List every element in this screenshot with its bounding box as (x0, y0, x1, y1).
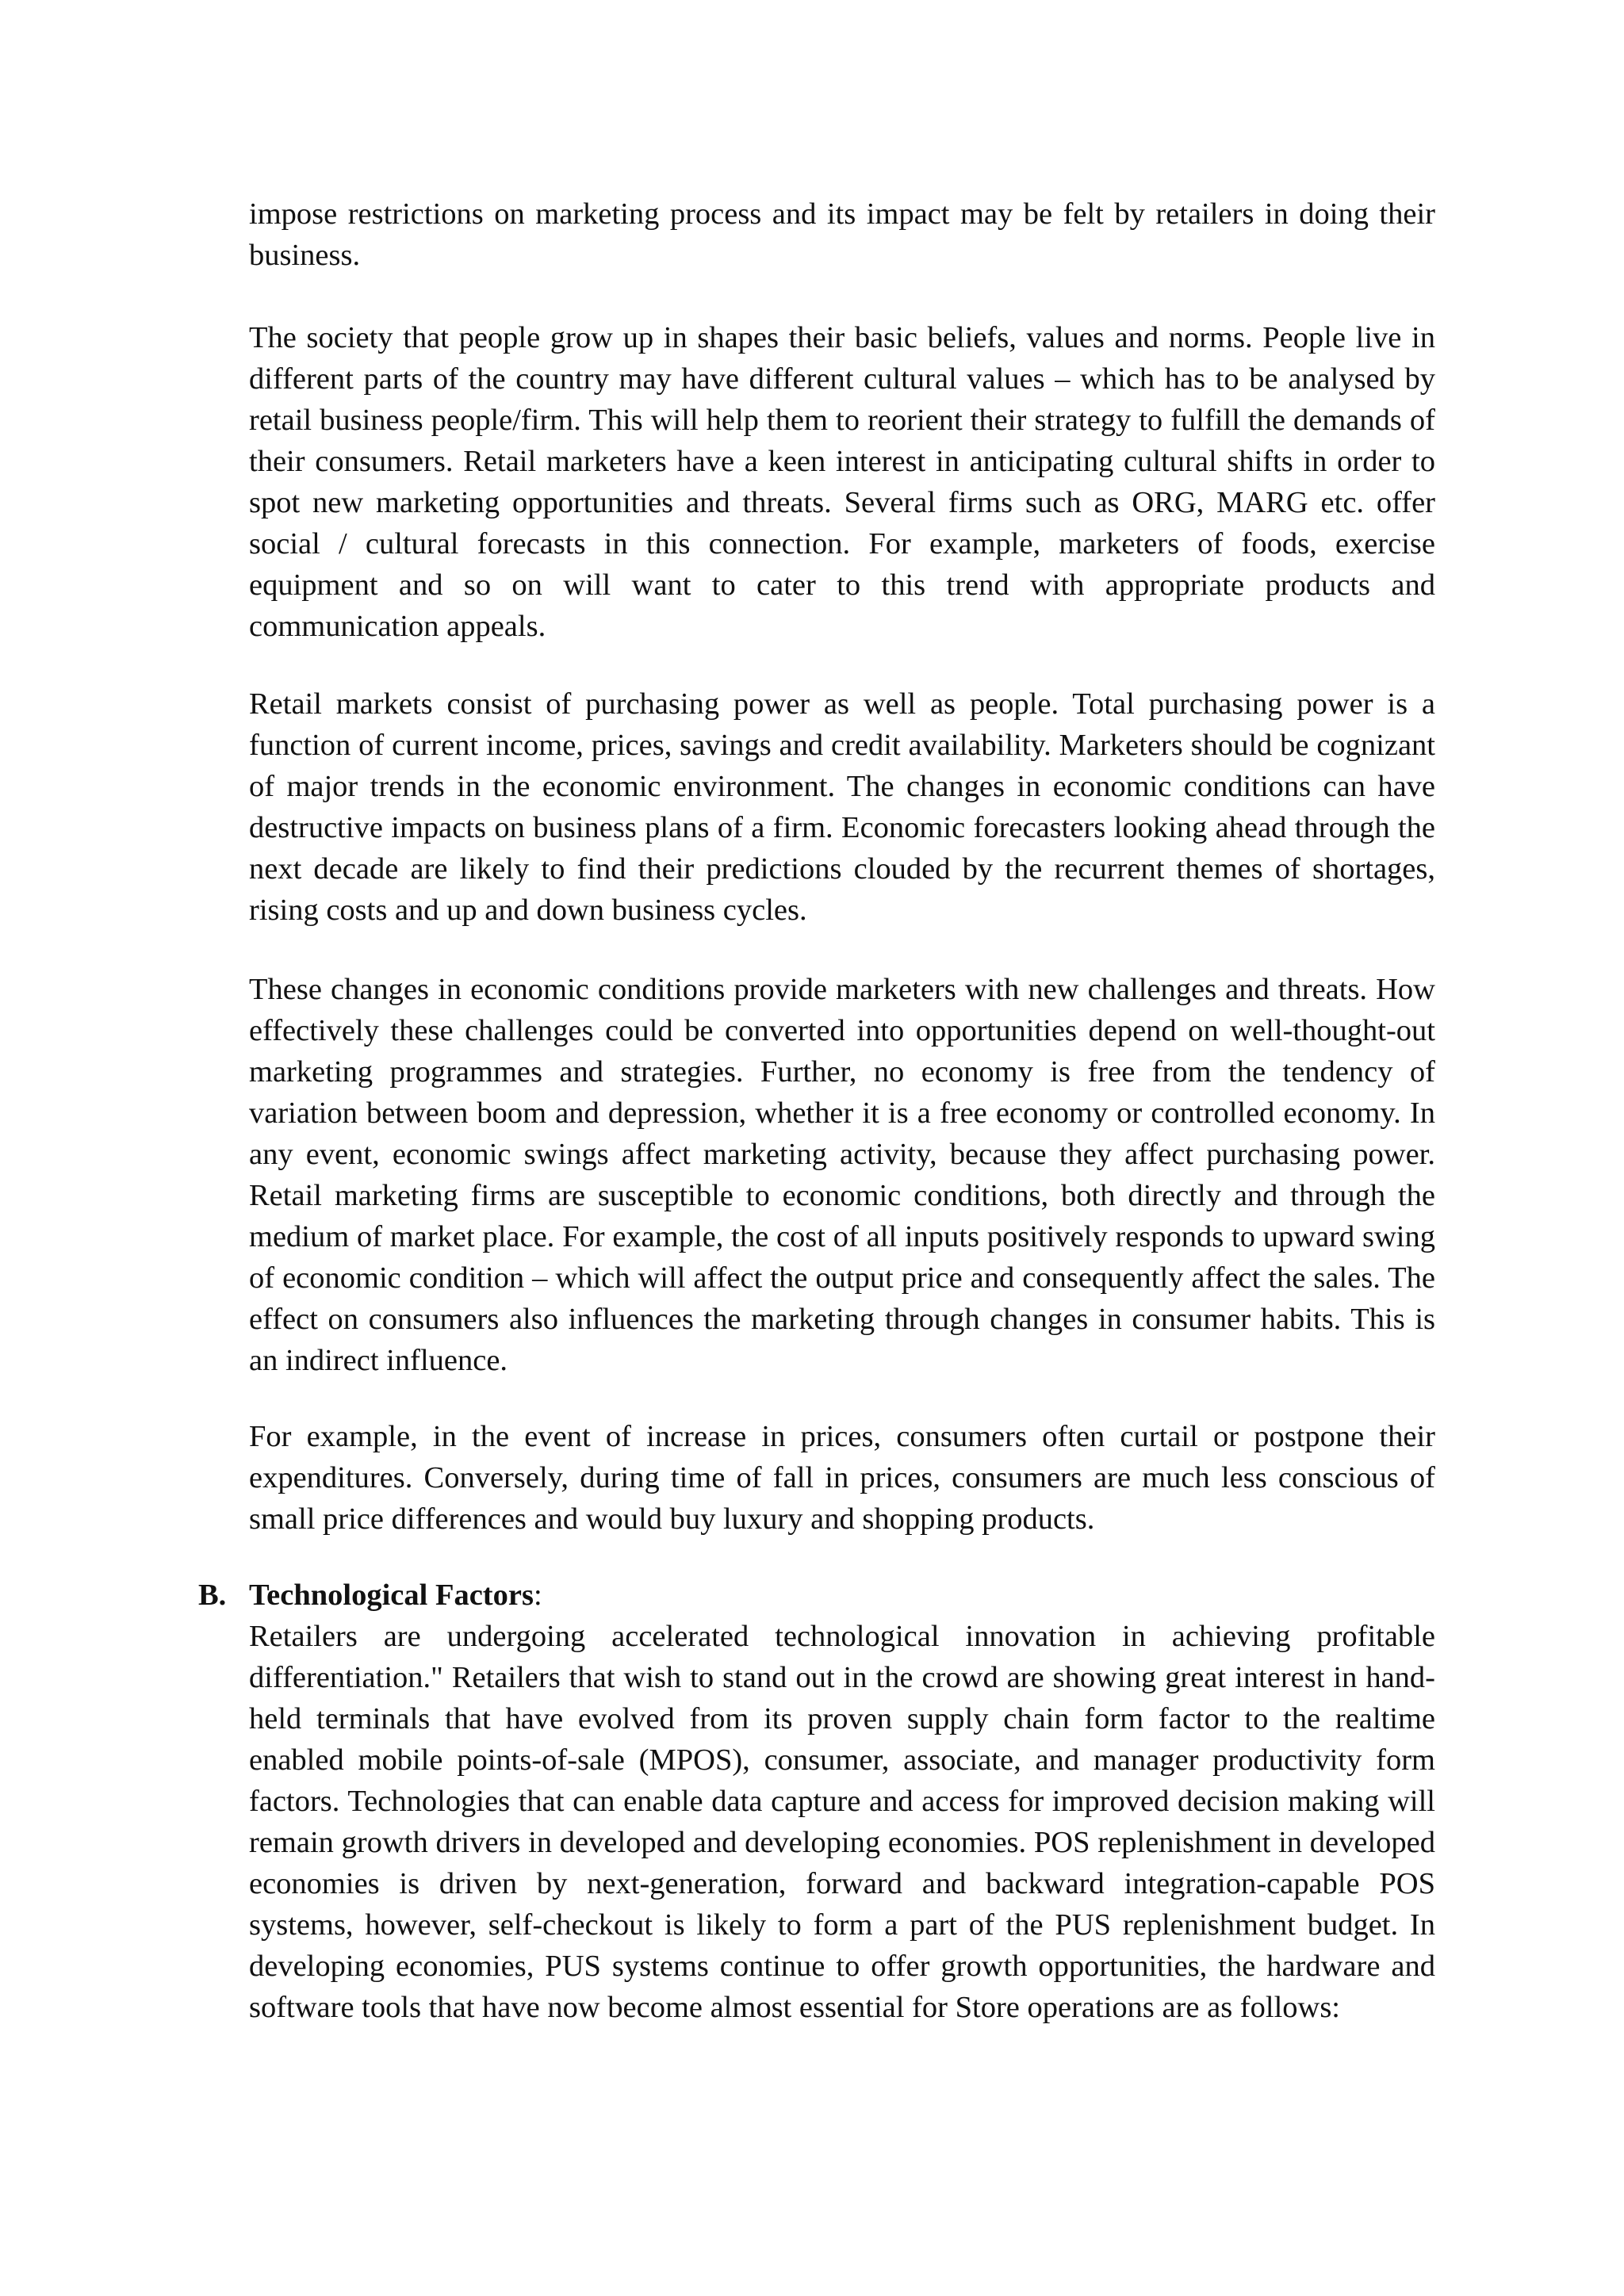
paragraph-marketing-restrictions: impose restrictions on marketing process and its impact may be felt by retailers in doing their business. (249, 197, 1435, 272)
paragraph-price-changes: For example, in the event of increase in prices, consumers often curtail or postpone their expenditures. Conversely, during time of fall in prices, consumers are much less conscious of small price differences and would buy luxury and shopping products. (249, 1420, 1435, 1536)
section-marker: B. (198, 1578, 227, 1612)
paragraph-economic-environment: Retail markets consist of purchasing power as well as people. Total purchasing power is a function of current income, prices, savings and credit availability. Marketers should be cognizant of major trends in the economic environment. The changes in economic conditions can have destructive impacts on business plans of a firm. Economic forecasters looking ahead through the next decade are likely to find their predictions clouded by the recurrent themes of shortages, rising costs and up and down business cycles. (249, 687, 1435, 927)
section-heading-technological-factors (198, 1575, 542, 1616)
paragraph-social-cultural: The society that people grow up in shapes their basic beliefs, values and norms. People live in different parts of the country may have different cultural values – which has to be analysed by retail business people/firm. This will help them to reorient their strategy to fulfill the demands of their consumers. Retail marketers have a keen interest in anticipating cultural shifts in order to spot new marketing opportunities and threats. Several firms such as ORG, MARG etc. offer social / cultural forecasts in this connection. For example, marketers of foods, exercise equipment and so on will want to cater to this trend with appropriate products and communication appeals. (249, 321, 1435, 643)
section-title: Technological Factors (249, 1578, 534, 1612)
section-title-colon: : (533, 1578, 542, 1612)
paragraph-economic-conditions: These changes in economic conditions provide marketers with new challenges and threats. How effectively these challenges could be converted into opportunities depend on well-thought-out marketing programmes and strategies. Further, no economy is free from the tendency of variation between boom and depression, whether it is a free economy or controlled economy. In any event, economic swings affect marketing activity, because they affect purchasing power. Retail marketing firms are susceptible to economic conditions, both directly and through the medium of market place. For example, the cost of all inputs positively responds to upward swing of economic condition – which will affect the output price and consequently affect the sales. The effect on consumers also influences the marketing through changes in consumer habits. This is an indirect influence. (249, 973, 1435, 1377)
paragraph-technological-factors: Retailers are undergoing accelerated technological innovation in achieving profitable differentiation." Retailers that wish to stand out in the crowd are showing great interest in hand-held terminals that have evolved from its proven supply chain form factor to the realtime enabled mobile points-of-sale (MPOS), consumer, associate, and manager productivity form factors. Technologies that can enable data capture and access for improved decision making will remain growth drivers in developed and developing economies. POS replenishment in developed economies is driven by next-generation, forward and backward integration-capable POS systems, however, self-checkout is likely to form a part of the PUS replenishment budget. In developing economies, PUS systems continue to offer growth opportunities, the hardware and software tools that have now become almost essential for Store operations are as follows: (249, 1620, 1435, 2024)
